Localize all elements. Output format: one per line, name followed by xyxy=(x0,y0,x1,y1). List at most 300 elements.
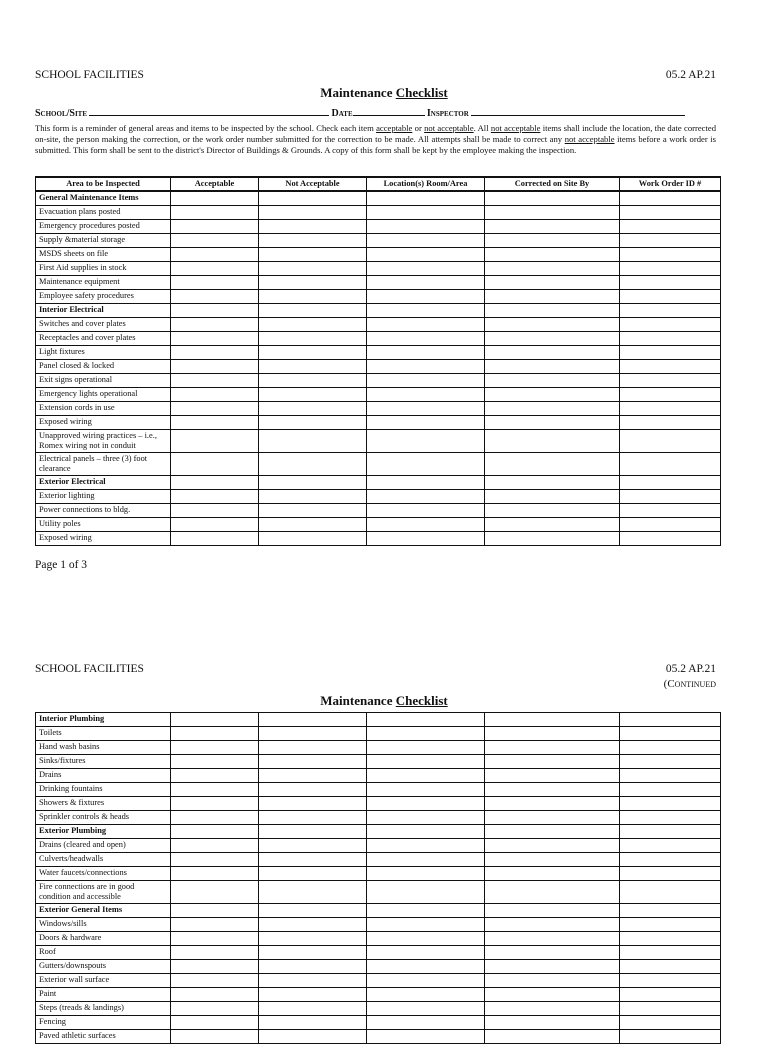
title-part-2: Checklist xyxy=(395,693,448,708)
acceptable-cell[interactable] xyxy=(171,490,259,504)
work-order-cell[interactable] xyxy=(620,430,721,453)
location-cell[interactable] xyxy=(367,988,485,1002)
location-cell[interactable] xyxy=(367,839,485,853)
not-acceptable-cell[interactable] xyxy=(259,918,367,932)
checklist-row xyxy=(36,388,721,402)
acceptable-cell[interactable] xyxy=(171,946,259,960)
not-acceptable-cell[interactable] xyxy=(259,504,367,518)
acceptable-cell[interactable] xyxy=(171,1002,259,1016)
location-cell[interactable] xyxy=(367,234,485,248)
location-cell[interactable] xyxy=(367,262,485,276)
work-order-cell[interactable] xyxy=(620,881,721,904)
not-acceptable-cell[interactable] xyxy=(259,1030,367,1044)
location-cell[interactable] xyxy=(367,797,485,811)
corrected-by-cell[interactable] xyxy=(485,946,620,960)
date-field[interactable] xyxy=(353,107,425,116)
checklist-item-label: Fencing xyxy=(36,1016,171,1030)
work-order-cell[interactable] xyxy=(620,727,721,741)
work-order-cell[interactable] xyxy=(620,741,721,755)
checklist-row xyxy=(36,867,721,881)
work-order-cell[interactable] xyxy=(620,1002,721,1016)
checklist-item-label: Hand wash basins xyxy=(36,741,171,755)
corrected-by-cell[interactable] xyxy=(485,248,620,262)
acceptable-cell[interactable] xyxy=(171,867,259,881)
not-acceptable-cell[interactable] xyxy=(259,290,367,304)
acceptable-cell[interactable] xyxy=(171,453,259,476)
acceptable-cell[interactable] xyxy=(171,430,259,453)
inspector-label: Inspector xyxy=(426,108,469,119)
not-acceptable-cell xyxy=(259,191,367,206)
corrected-by-cell[interactable] xyxy=(485,881,620,904)
location-cell[interactable] xyxy=(367,220,485,234)
corrected-by-cell[interactable] xyxy=(485,402,620,416)
not-acceptable-cell[interactable] xyxy=(259,220,367,234)
corrected-by-cell[interactable] xyxy=(485,783,620,797)
location-cell[interactable] xyxy=(367,374,485,388)
work-order-cell[interactable] xyxy=(620,318,721,332)
corrected-by-cell[interactable] xyxy=(485,430,620,453)
corrected-by-cell[interactable] xyxy=(485,1030,620,1044)
col-header-acceptable: Acceptable xyxy=(171,177,259,191)
not-acceptable-cell[interactable] xyxy=(259,881,367,904)
work-order-cell[interactable] xyxy=(620,234,721,248)
corrected-by-cell[interactable] xyxy=(485,346,620,360)
checklist-item-label: Extension cords in use xyxy=(36,402,171,416)
acceptable-cell[interactable] xyxy=(171,1016,259,1030)
work-order-cell[interactable] xyxy=(620,960,721,974)
location-cell[interactable] xyxy=(367,974,485,988)
acceptable-cell[interactable] xyxy=(171,262,259,276)
work-order-cell[interactable] xyxy=(620,839,721,853)
checklist-row xyxy=(36,234,721,248)
location-cell[interactable] xyxy=(367,932,485,946)
work-order-cell[interactable] xyxy=(620,504,721,518)
work-order-cell[interactable] xyxy=(620,797,721,811)
form-fields xyxy=(35,107,719,119)
location-cell[interactable] xyxy=(367,248,485,262)
acceptable-cell[interactable] xyxy=(171,932,259,946)
checklist-row xyxy=(36,839,721,853)
corrected-by-cell[interactable] xyxy=(485,206,620,220)
not-acceptable-cell[interactable] xyxy=(259,1002,367,1016)
location-cell[interactable] xyxy=(367,1002,485,1016)
checklist-item-label: Water faucets/connections xyxy=(36,867,171,881)
not-acceptable-cell[interactable] xyxy=(259,453,367,476)
acceptable-cell[interactable] xyxy=(171,518,259,532)
corrected-by-cell[interactable] xyxy=(485,755,620,769)
checklist-item-label: Fire connections are in good condition and accessible xyxy=(36,881,171,904)
corrected-by-cell[interactable] xyxy=(485,453,620,476)
acceptable-cell[interactable] xyxy=(171,974,259,988)
corrected-by-cell[interactable] xyxy=(485,332,620,346)
checklist-item-label: Unapproved wiring practices – i.e., Romex wiring not in conduit xyxy=(36,430,171,453)
not-acceptable-cell[interactable] xyxy=(259,532,367,546)
corrected-by-cell[interactable] xyxy=(485,318,620,332)
checklist-row xyxy=(36,360,721,374)
col-header-location: Location(s) Room/Area xyxy=(367,177,485,191)
checklist-item-label: Switches and cover plates xyxy=(36,318,171,332)
corrected-by-cell[interactable] xyxy=(485,974,620,988)
header-right: 05.2 AP.21 xyxy=(665,663,716,675)
work-order-cell[interactable] xyxy=(620,988,721,1002)
checklist-row xyxy=(36,769,721,783)
corrected-by-cell[interactable] xyxy=(485,960,620,974)
checklist-row xyxy=(36,416,721,430)
corrected-by-cell xyxy=(485,191,620,206)
acceptable-cell xyxy=(171,713,259,727)
not-acceptable-cell[interactable] xyxy=(259,960,367,974)
checklist-row xyxy=(36,1002,721,1016)
location-cell[interactable] xyxy=(367,960,485,974)
not-acceptable-cell[interactable] xyxy=(259,276,367,290)
checklist-row xyxy=(36,276,721,290)
not-acceptable-cell[interactable] xyxy=(259,518,367,532)
corrected-by-cell[interactable] xyxy=(485,867,620,881)
work-order-cell[interactable] xyxy=(620,206,721,220)
location-cell[interactable] xyxy=(367,741,485,755)
not-acceptable-cell[interactable] xyxy=(259,867,367,881)
work-order-cell[interactable] xyxy=(620,918,721,932)
checklist-item-label: Emergency procedures posted xyxy=(36,220,171,234)
corrected-by-cell[interactable] xyxy=(485,388,620,402)
corrected-by-cell[interactable] xyxy=(485,220,620,234)
corrected-by-cell[interactable] xyxy=(485,727,620,741)
not-acceptable-cell[interactable] xyxy=(259,490,367,504)
corrected-by-cell[interactable] xyxy=(485,374,620,388)
location-cell[interactable] xyxy=(367,853,485,867)
work-order-cell[interactable] xyxy=(620,453,721,476)
section-heading: Exterior General Items xyxy=(36,904,171,918)
not-acceptable-cell[interactable] xyxy=(259,416,367,430)
work-order-cell[interactable] xyxy=(620,974,721,988)
location-cell[interactable] xyxy=(367,918,485,932)
work-order-cell[interactable] xyxy=(620,946,721,960)
checklist-item-label: Paved athletic surfaces xyxy=(36,1030,171,1044)
work-order-cell[interactable] xyxy=(620,374,721,388)
title-part-2: Checklist xyxy=(395,85,448,100)
not-acceptable-cell[interactable] xyxy=(259,853,367,867)
checklist-row xyxy=(36,881,721,904)
acceptable-cell[interactable] xyxy=(171,811,259,825)
checklist-row xyxy=(36,220,721,234)
acceptable-cell[interactable] xyxy=(171,332,259,346)
acceptable-cell[interactable] xyxy=(171,769,259,783)
work-order-cell[interactable] xyxy=(620,332,721,346)
corrected-by-cell[interactable] xyxy=(485,490,620,504)
location-cell[interactable] xyxy=(367,755,485,769)
location-cell[interactable] xyxy=(367,1030,485,1044)
not-acceptable-cell xyxy=(259,904,367,918)
not-acceptable-cell[interactable] xyxy=(259,206,367,220)
work-order-cell[interactable] xyxy=(620,276,721,290)
location-cell[interactable] xyxy=(367,360,485,374)
not-acceptable-cell[interactable] xyxy=(259,1016,367,1030)
checklist-item-label: Exposed wiring xyxy=(36,532,171,546)
checklist-item-label: Employee safety procedures xyxy=(36,290,171,304)
location-cell[interactable] xyxy=(367,388,485,402)
title-part-1: Maintenance xyxy=(320,693,393,708)
corrected-by-cell[interactable] xyxy=(485,518,620,532)
corrected-by-cell[interactable] xyxy=(485,769,620,783)
intro-text-5: items before a work order is submitted. This form shall be sent to the district's Director of Buildings & Grounds. A copy of this form shall be kept by the employee making the inspection. xyxy=(35,134,717,156)
work-order-cell[interactable] xyxy=(620,388,721,402)
acceptable-cell[interactable] xyxy=(171,741,259,755)
location-cell[interactable] xyxy=(367,946,485,960)
acceptable-cell xyxy=(171,825,259,839)
acceptable-cell[interactable] xyxy=(171,388,259,402)
intro-underline-3: not acceptable xyxy=(490,123,541,133)
location-cell[interactable] xyxy=(367,290,485,304)
not-acceptable-cell[interactable] xyxy=(259,262,367,276)
checklist-row xyxy=(36,946,721,960)
checklist-item-label: Showers & fixtures xyxy=(36,797,171,811)
acceptable-cell[interactable] xyxy=(171,402,259,416)
checklist-row xyxy=(36,504,721,518)
not-acceptable-cell xyxy=(259,304,367,318)
corrected-by-cell[interactable] xyxy=(485,811,620,825)
corrected-by-cell[interactable] xyxy=(485,416,620,430)
work-order-cell[interactable] xyxy=(620,755,721,769)
acceptable-cell[interactable] xyxy=(171,755,259,769)
corrected-by-cell xyxy=(485,713,620,727)
checklist-row xyxy=(36,518,721,532)
corrected-by-cell[interactable] xyxy=(485,918,620,932)
location-cell[interactable] xyxy=(367,346,485,360)
not-acceptable-cell[interactable] xyxy=(259,797,367,811)
not-acceptable-cell[interactable] xyxy=(259,783,367,797)
intro-underline-4: not acceptable xyxy=(564,134,615,145)
not-acceptable-cell[interactable] xyxy=(259,769,367,783)
work-order-cell[interactable] xyxy=(620,932,721,946)
corrected-by-cell[interactable] xyxy=(485,262,620,276)
acceptable-cell[interactable] xyxy=(171,881,259,904)
checklist-item-label: MSDS sheets on file xyxy=(36,248,171,262)
location-cell[interactable] xyxy=(367,867,485,881)
document-page-2 xyxy=(0,620,768,1040)
corrected-by-cell[interactable] xyxy=(485,797,620,811)
acceptable-cell[interactable] xyxy=(171,797,259,811)
not-acceptable-cell[interactable] xyxy=(259,839,367,853)
section-heading: Interior Plumbing xyxy=(36,713,171,727)
work-order-cell[interactable] xyxy=(620,1030,721,1044)
not-acceptable-cell[interactable] xyxy=(259,318,367,332)
not-acceptable-cell[interactable] xyxy=(259,932,367,946)
location-cell[interactable] xyxy=(367,783,485,797)
location-cell[interactable] xyxy=(367,881,485,904)
location-cell[interactable] xyxy=(367,453,485,476)
col-header-not-acceptable: Not Acceptable xyxy=(259,177,367,191)
checklist-item-label: Toilets xyxy=(36,727,171,741)
acceptable-cell[interactable] xyxy=(171,727,259,741)
acceptable-cell[interactable] xyxy=(171,206,259,220)
acceptable-cell[interactable] xyxy=(171,783,259,797)
work-order-cell[interactable] xyxy=(620,290,721,304)
corrected-by-cell[interactable] xyxy=(485,234,620,248)
corrected-by-cell[interactable] xyxy=(485,360,620,374)
section-row xyxy=(36,825,721,839)
location-cell[interactable] xyxy=(367,430,485,453)
work-order-cell[interactable] xyxy=(620,220,721,234)
not-acceptable-cell[interactable] xyxy=(259,430,367,453)
work-order-cell[interactable] xyxy=(620,248,721,262)
acceptable-cell[interactable] xyxy=(171,276,259,290)
location-cell[interactable] xyxy=(367,811,485,825)
checklist-item-label: Light fixtures xyxy=(36,346,171,360)
col-header-corrected-by: Corrected on Site By xyxy=(485,177,620,191)
header-left: SCHOOL FACILITIES xyxy=(35,663,144,675)
checklist-row xyxy=(36,318,721,332)
checklist-item-label: Paint xyxy=(36,988,171,1002)
acceptable-cell[interactable] xyxy=(171,290,259,304)
corrected-by-cell[interactable] xyxy=(485,276,620,290)
work-order-cell[interactable] xyxy=(620,346,721,360)
corrected-by-cell[interactable] xyxy=(485,741,620,755)
work-order-cell[interactable] xyxy=(620,811,721,825)
work-order-cell[interactable] xyxy=(620,867,721,881)
location-cell[interactable] xyxy=(367,490,485,504)
not-acceptable-cell[interactable] xyxy=(259,374,367,388)
work-order-cell[interactable] xyxy=(620,490,721,504)
work-order-cell xyxy=(620,904,721,918)
not-acceptable-cell[interactable] xyxy=(259,388,367,402)
checklist-item-label: Exposed wiring xyxy=(36,416,171,430)
checklist-item-label: Doors & hardware xyxy=(36,932,171,946)
section-heading: Exterior Plumbing xyxy=(36,825,171,839)
acceptable-cell[interactable] xyxy=(171,532,259,546)
location-cell[interactable] xyxy=(367,206,485,220)
location-cell[interactable] xyxy=(367,318,485,332)
inspector-field[interactable] xyxy=(471,107,685,116)
location-cell[interactable] xyxy=(367,727,485,741)
work-order-cell[interactable] xyxy=(620,532,721,546)
checklist-row xyxy=(36,402,721,416)
checklist-row xyxy=(36,346,721,360)
corrected-by-cell xyxy=(485,904,620,918)
work-order-cell[interactable] xyxy=(620,416,721,430)
work-order-cell[interactable] xyxy=(620,262,721,276)
corrected-by-cell[interactable] xyxy=(485,839,620,853)
continued-label: (Continued xyxy=(663,678,716,690)
not-acceptable-cell[interactable] xyxy=(259,727,367,741)
not-acceptable-cell[interactable] xyxy=(259,988,367,1002)
work-order-cell[interactable] xyxy=(620,783,721,797)
header-left: SCHOOL FACILITIES xyxy=(35,69,144,81)
acceptable-cell[interactable] xyxy=(171,346,259,360)
checklist-row xyxy=(36,755,721,769)
not-acceptable-cell[interactable] xyxy=(259,974,367,988)
acceptable-cell[interactable] xyxy=(171,220,259,234)
not-acceptable-cell[interactable] xyxy=(259,741,367,755)
checklist-item-label: Windows/sills xyxy=(36,918,171,932)
work-order-cell xyxy=(620,304,721,318)
corrected-by-cell[interactable] xyxy=(485,932,620,946)
section-heading: Interior Electrical xyxy=(36,304,171,318)
section-row xyxy=(36,191,721,206)
corrected-by-cell[interactable] xyxy=(485,1002,620,1016)
checklist-item-label: Drinking fountains xyxy=(36,783,171,797)
acceptable-cell[interactable] xyxy=(171,1030,259,1044)
not-acceptable-cell[interactable] xyxy=(259,332,367,346)
not-acceptable-cell xyxy=(259,713,367,727)
corrected-by-cell[interactable] xyxy=(485,988,620,1002)
checklist-row xyxy=(36,960,721,974)
location-cell[interactable] xyxy=(367,276,485,290)
location-cell[interactable] xyxy=(367,518,485,532)
corrected-by-cell[interactable] xyxy=(485,504,620,518)
acceptable-cell[interactable] xyxy=(171,374,259,388)
intro-text-1: This form is a reminder of general areas and items to be inspected by the school. Check each item xyxy=(35,123,377,133)
school-site-field[interactable] xyxy=(89,107,329,116)
checklist-row xyxy=(36,453,721,476)
acceptable-cell[interactable] xyxy=(171,234,259,248)
not-acceptable-cell[interactable] xyxy=(259,402,367,416)
acceptable-cell[interactable] xyxy=(171,988,259,1002)
corrected-by-cell[interactable] xyxy=(485,532,620,546)
corrected-by-cell[interactable] xyxy=(485,1016,620,1030)
not-acceptable-cell xyxy=(259,825,367,839)
acceptable-cell[interactable] xyxy=(171,960,259,974)
acceptable-cell[interactable] xyxy=(171,839,259,853)
work-order-cell[interactable] xyxy=(620,853,721,867)
checklist-item-label: Emergency lights operational xyxy=(36,388,171,402)
location-cell[interactable] xyxy=(367,416,485,430)
location-cell[interactable] xyxy=(367,402,485,416)
intro-text-3: . All xyxy=(473,123,491,133)
acceptable-cell[interactable] xyxy=(171,248,259,262)
work-order-cell[interactable] xyxy=(620,402,721,416)
checklist-row xyxy=(36,532,721,546)
location-cell[interactable] xyxy=(367,1016,485,1030)
not-acceptable-cell[interactable] xyxy=(259,755,367,769)
work-order-cell[interactable] xyxy=(620,1016,721,1030)
corrected-by-cell[interactable] xyxy=(485,853,620,867)
acceptable-cell[interactable] xyxy=(171,360,259,374)
checklist-row xyxy=(36,741,721,755)
corrected-by-cell[interactable] xyxy=(485,290,620,304)
acceptable-cell[interactable] xyxy=(171,416,259,430)
header-right: 05.2 AP.21 xyxy=(665,69,716,81)
location-cell[interactable] xyxy=(367,532,485,546)
checklist-row xyxy=(36,332,721,346)
work-order-cell[interactable] xyxy=(620,360,721,374)
not-acceptable-cell[interactable] xyxy=(259,811,367,825)
not-acceptable-cell[interactable] xyxy=(259,946,367,960)
section-row xyxy=(36,713,721,727)
acceptable-cell xyxy=(171,904,259,918)
acceptable-cell[interactable] xyxy=(171,318,259,332)
location-cell[interactable] xyxy=(367,769,485,783)
acceptable-cell[interactable] xyxy=(171,853,259,867)
acceptable-cell xyxy=(171,476,259,490)
work-order-cell[interactable] xyxy=(620,518,721,532)
work-order-cell[interactable] xyxy=(620,769,721,783)
checklist-item-label: Power connections to bldg. xyxy=(36,504,171,518)
checklist-item-label: Electrical panels – three (3) foot clearance xyxy=(36,453,171,476)
work-order-cell xyxy=(620,476,721,490)
location-cell xyxy=(367,825,485,839)
not-acceptable-cell[interactable] xyxy=(259,234,367,248)
acceptable-cell[interactable] xyxy=(171,918,259,932)
not-acceptable-cell[interactable] xyxy=(259,248,367,262)
not-acceptable-cell[interactable] xyxy=(259,360,367,374)
not-acceptable-cell[interactable] xyxy=(259,346,367,360)
location-cell xyxy=(367,713,485,727)
acceptable-cell[interactable] xyxy=(171,504,259,518)
location-cell[interactable] xyxy=(367,504,485,518)
section-row xyxy=(36,476,721,490)
location-cell xyxy=(367,191,485,206)
location-cell[interactable] xyxy=(367,332,485,346)
